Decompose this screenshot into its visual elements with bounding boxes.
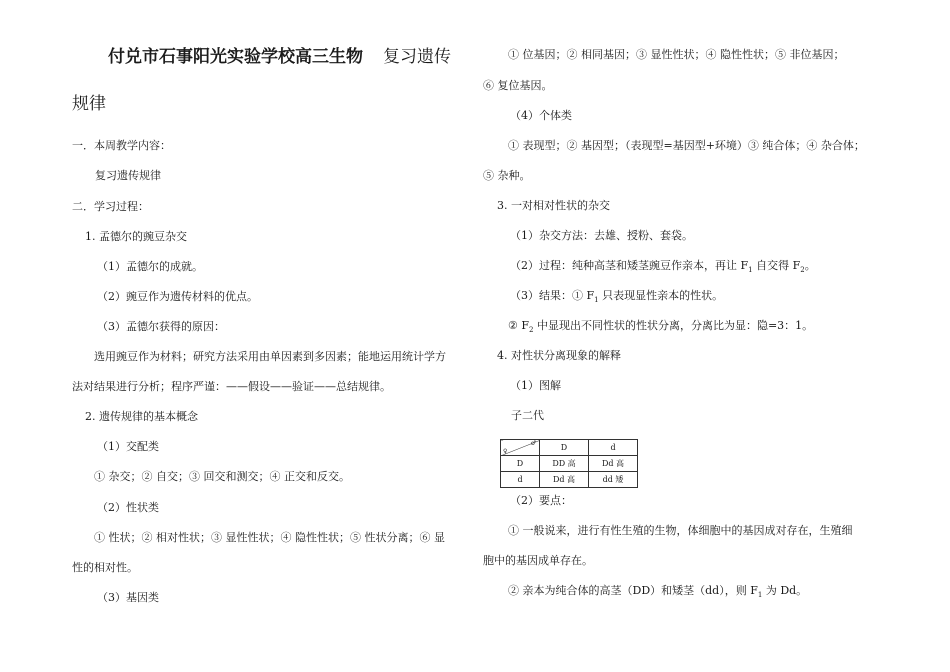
list-item: （2）豌豆作为遗传材料的优点。 <box>97 290 258 303</box>
doc-title: 付兑市石事阳光实验学校高三生物 <box>108 47 363 67</box>
paragraph: 胞中的基因成单存在。 <box>483 554 593 567</box>
list-item: （3）结果：① $F_1$ 只表现显性亲本的性状。 <box>510 289 724 304</box>
paragraph: ① 杂交；② 自交；③ 回交和测交；④ 正交和反交。 <box>94 470 350 483</box>
list-item: （2）性状类 <box>97 501 159 514</box>
punnett-cell: Dd 高 <box>540 472 589 488</box>
paragraph: ① 位基因；② 相同基因；③ 显性性状；④ 隐性性状；⑤ 非位基因； <box>508 48 845 61</box>
male-symbol: ♂ <box>530 440 536 447</box>
list-item: （1）交配类 <box>97 440 159 453</box>
paragraph: ① 一般说来，进行有性生殖的生物，体细胞中的基因成对存在，生殖细 <box>508 524 853 537</box>
paragraph: 复习遗传规律 <box>95 169 161 182</box>
list-item: （1）杂交方法：去雄、授粉、套袋。 <box>510 229 693 242</box>
paragraph: ② 亲本为纯合体的高茎（DD）和矮茎（dd），则 $F_1$ 为 Dd。 <box>508 584 808 599</box>
paragraph: 法对结果进行分析；程序严谨：——假设——验证——总结规律。 <box>72 380 391 393</box>
punnett-col-header: d <box>589 440 638 456</box>
subsection-heading: 1. 孟德尔的豌豆杂交 <box>85 230 187 243</box>
list-item: （3）基因类 <box>97 591 159 604</box>
subsection-heading: 4. 对性状分离现象的解释 <box>497 349 621 362</box>
doc-title-tail-2: 规律 <box>72 94 106 114</box>
punnett-corner-cell <box>501 440 540 456</box>
punnett-row-header: D <box>501 456 540 472</box>
paragraph: ⑥ 复位基因。 <box>483 79 553 92</box>
female-symbol: ♀ <box>503 448 508 455</box>
list-item: （1）孟德尔的成就。 <box>97 260 203 273</box>
diagram-label: 子二代 <box>511 409 544 422</box>
list-item: （2）过程：纯种高茎和矮茎豌豆作亲本，再让 $F_1$ 自交得 $F_2$。 <box>510 259 816 274</box>
paragraph: ① 性状；② 相对性状；③ 显性性状；④ 隐性性状；⑤ 性状分离；⑥ 显 <box>94 531 445 544</box>
punnett-cell: dd 矮 <box>589 472 638 488</box>
punnett-cell: DD 高 <box>540 456 589 472</box>
list-item: （3）孟德尔获得的原因： <box>97 320 225 333</box>
section-heading-content: 一．本周教学内容： <box>72 139 171 152</box>
doc-title-tail: 复习遗传 <box>383 47 451 67</box>
paragraph: ② $F_2$ 中显现出不同性状的性状分离，分离比为显：隐=3：1。 <box>508 319 814 334</box>
paragraph: 选用豌豆作为材料；研究方法采用由单因素到多因素；能地运用统计学方 <box>94 350 446 363</box>
punnett-square <box>500 439 638 488</box>
list-item: （4）个体类 <box>510 109 572 122</box>
punnett-row-header: d <box>501 472 540 488</box>
subsection-heading: 2. 遗传规律的基本概念 <box>85 410 198 423</box>
punnett-cell: Dd 高 <box>589 456 638 472</box>
punnett-col-header: D <box>540 440 589 456</box>
paragraph: ⑤ 杂种。 <box>483 169 531 182</box>
list-item: （1）图解 <box>510 379 561 392</box>
paragraph: 性的相对性。 <box>72 561 138 574</box>
subsection-heading: 3. 一对相对性状的杂交 <box>497 199 610 212</box>
paragraph: ① 表现型；② 基因型；（表现型=基因型+环境）③ 纯合体；④ 杂合体； <box>508 139 865 152</box>
section-heading-process: 二．学习过程： <box>72 200 149 213</box>
list-item: （2）要点： <box>510 494 572 507</box>
